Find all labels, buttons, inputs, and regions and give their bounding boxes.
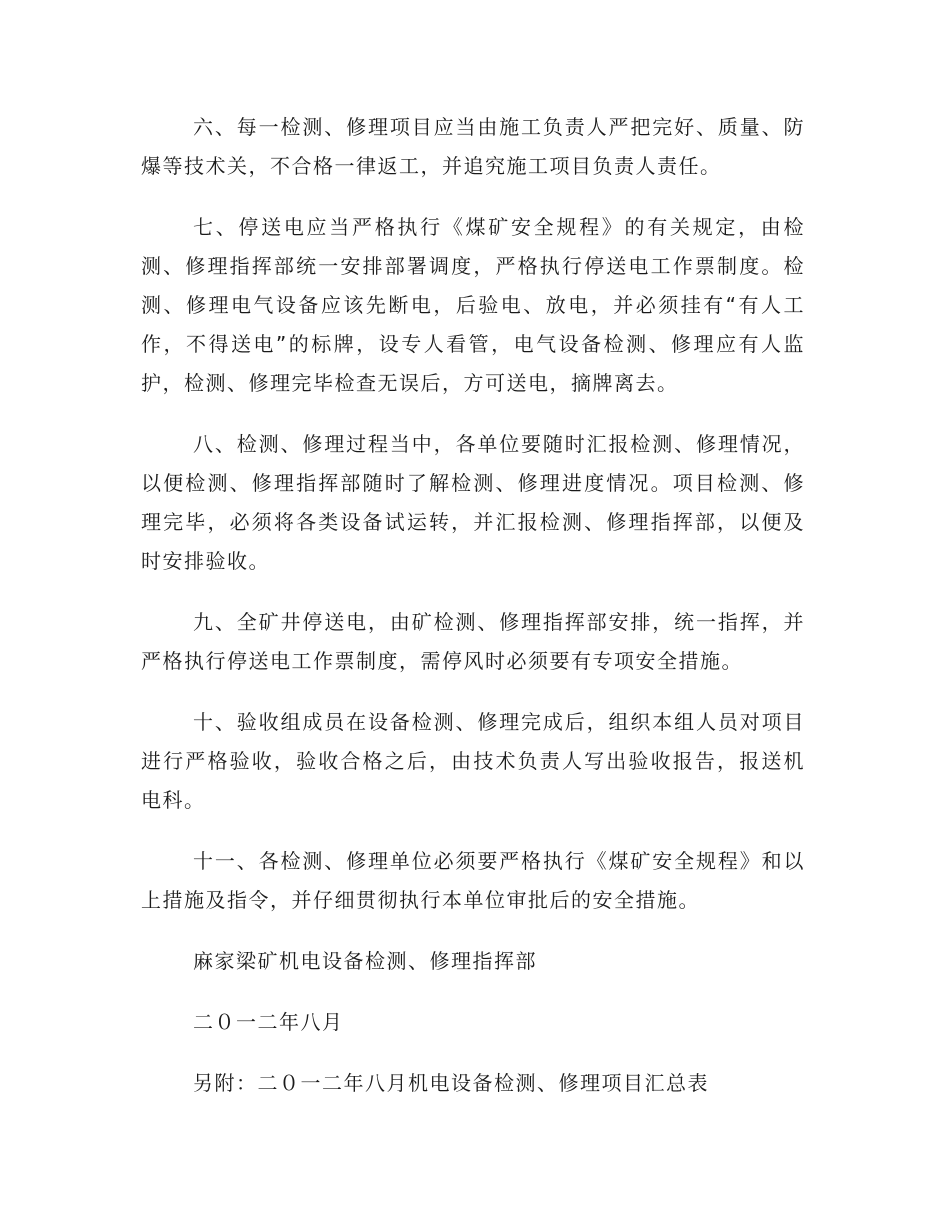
paragraph-item-6: 六、每一检测、修理项目应当由施工负责人严把完好、质量、防爆等技术关，不合格一律返工，并追究施工项目负责人责任。: [141, 115, 805, 178]
paragraph-item-11: 十一、各检测、修理单位必须要严格执行《煤矿安全规程》和以上措施及指令，并仔细贯彻执行本单位审批后的安全措施。: [141, 849, 805, 912]
paragraph-item-10: 十、验收组成员在设备检测、修理完成后，组织本组人员对项目进行严格验收，验收合格之后，由技术负责人写出验收报告，报送机电科。: [141, 710, 805, 812]
paragraph-item-7: 七、停送电应当严格执行《煤矿安全规程》的有关规定，由检测、修理指挥部统一安排部署调度，严格执行停送电工作票制度。检测、修理电气设备应该先断电，后验电、放电，并必须挂有“有人工作，不得送电”的标牌，设专人看管，电气设备检测、修理应有人监护，检测、修理完毕检查无误后，方可送电，摘牌离去。: [141, 215, 805, 395]
date-line: 二０一二年八月: [193, 1010, 344, 1034]
signature-line: 麻家梁矿机电设备检测、修理指挥部: [193, 949, 537, 973]
attachment-note: 另附：二０一二年八月机电设备检测、修理项目汇总表: [193, 1071, 709, 1095]
paragraph-item-9: 九、全矿井停送电，由矿检测、修理指挥部安排，统一指挥，并严格执行停送电工作票制度，需停风时必须要有专项安全措施。: [141, 610, 805, 673]
document-body: [141, 108, 805, 1125]
paragraph-item-8: 八、检测、修理过程当中，各单位要随时汇报检测、修理情况，以便检测、修理指挥部随时了解检测、修理进度情况。项目检测、修理完毕，必须将各类设备试运转，并汇报检测、修理指挥部，以便及时安排验收。: [141, 432, 805, 573]
